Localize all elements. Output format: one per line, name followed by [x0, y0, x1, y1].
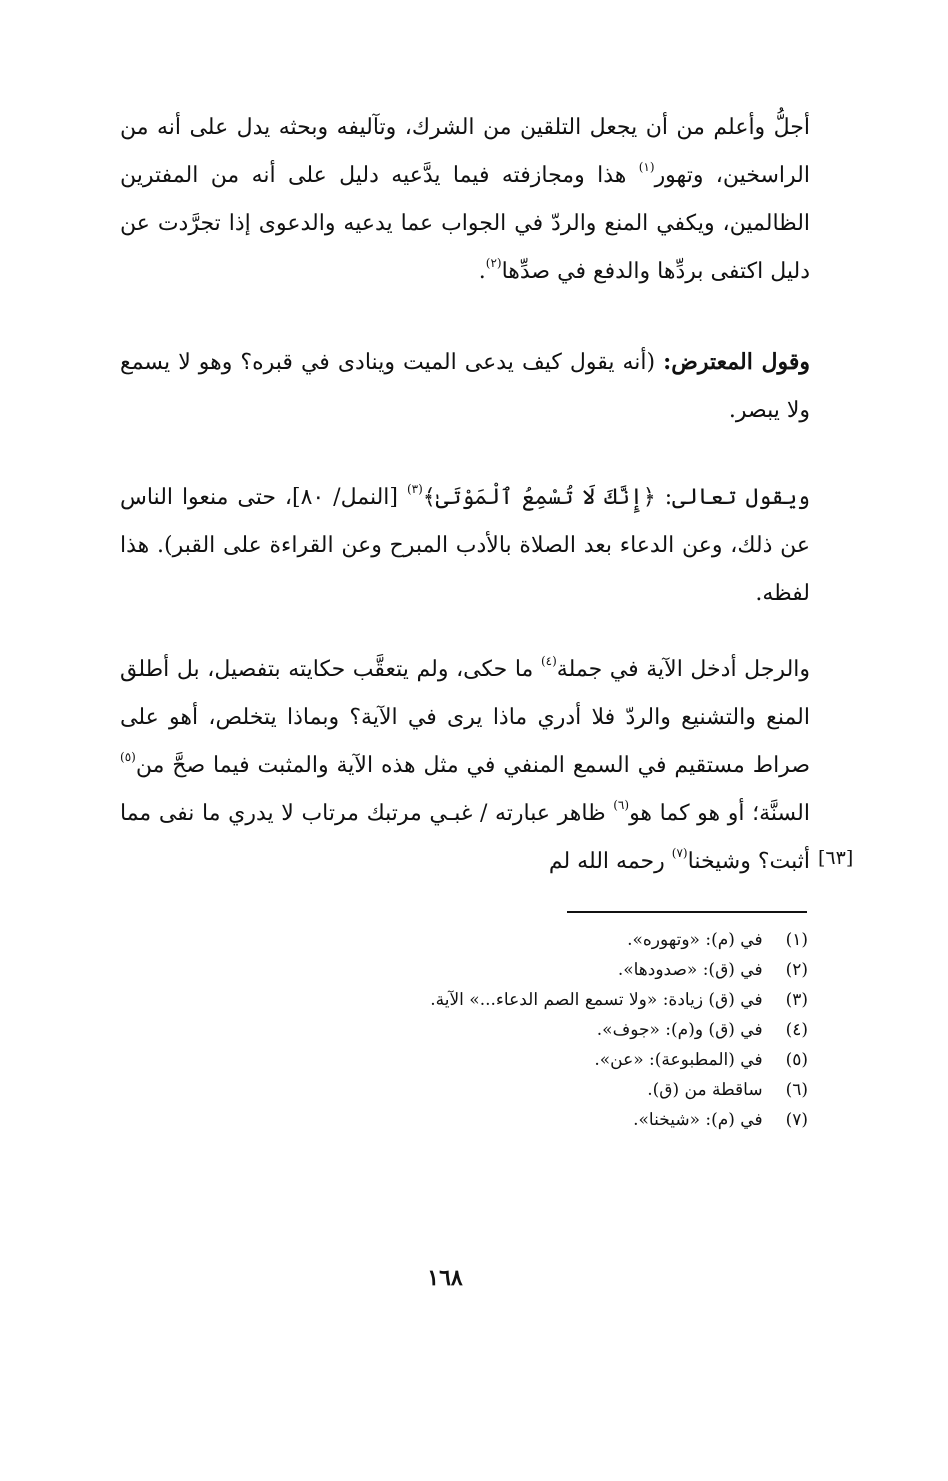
- paragraph-4-part-4: ظاهر عبارته / غبـي مرتبك مرتاب لا يدري ما نفى مما أثبت؟ وشيخنا: [120, 801, 810, 874]
- paragraph-4: [120, 646, 810, 886]
- paragraph-3: [120, 474, 810, 618]
- footnote: [320, 925, 808, 955]
- footnote-number: (٦): [785, 1080, 808, 1100]
- paragraph-1-line-1: أجلُّ وأعلم من أن يجعل التلقين من الشرك، وتآليفه وبحثه يدل على أنه: [156, 115, 810, 140]
- footnote-ref-5: (٥): [120, 750, 136, 765]
- page-number: ١٦٨: [427, 1265, 463, 1291]
- footnote-text: في (م): «وتهوره».: [627, 930, 763, 950]
- footnote-number: (٧): [785, 1110, 808, 1130]
- footnote: [320, 1045, 808, 1075]
- paragraph-2: [120, 338, 810, 435]
- footnotes: [320, 925, 808, 1135]
- footnote-text: في (ق): «صدودها».: [617, 960, 763, 980]
- paragraph-4-part-2: ما حكى، ولم يتعقَّب حكايته بتفصيل، بل أطلق المنع والتشنيع والردّ فلا أدري ماذا يرى في الآية؟ وبماذا يتخلص، أهو على صراط مستقيم في السمع المنفي في مثل هذه الآية والمثبت فيما صحَّ من: [120, 657, 810, 778]
- paragraph-3-part-2: [النمل/ ٨٠]، حتى منعوا الناس عن ذلك، وعن الدعاء بعد الصلاة بالأدب المبرح وعن القراءة على القبر). هذا لفظه.: [120, 485, 810, 606]
- footnote-text: في (ق) زيادة: «ولا تسمع الصم الدعاء...» الآية.: [430, 990, 763, 1010]
- footnote-text: في (المطبوعة): «عن».: [594, 1050, 763, 1070]
- paragraph-1-line-2b: هذا ومجازفته فيما يدَّعيه دليل على أنه من: [210, 163, 639, 188]
- footnote-ref-7: (٧): [671, 846, 688, 861]
- paragraph-4-part-5: رحمه الله لم: [548, 849, 672, 874]
- footnote: [320, 985, 808, 1015]
- paragraph-2-lead: وقول المعترض:: [663, 349, 810, 375]
- footnote-number: (٣): [785, 990, 808, 1010]
- footnote: [320, 1015, 808, 1045]
- footnote-divider: [567, 911, 807, 913]
- paragraph-3-part-1: ويقول تعالى: ﴿إِنَّكَ لَا تُسْمِعُ ٱلْمَوْتَىٰ﴾: [422, 485, 810, 510]
- footnote-number: (٢): [785, 960, 808, 980]
- manuscript-page-marker: [٦٣]: [818, 847, 854, 869]
- footnote: [320, 955, 808, 985]
- footnote-ref-4: (٤): [540, 654, 557, 669]
- footnote-ref-2: (٢): [485, 256, 502, 271]
- footnote-ref-3: (٣): [406, 482, 423, 497]
- paragraph-2-text: (أنه يقول كيف يدعى الميت وينادى في قبره؟ وهو لا يسمع ولا يبصر.: [120, 350, 810, 423]
- footnote: [320, 1105, 808, 1135]
- footnote-text: في (ق) و(م): «جوف».: [596, 1020, 763, 1040]
- footnote-number: (٤): [785, 1020, 808, 1040]
- footnote-number: (١): [785, 930, 808, 950]
- footnote: [320, 1075, 808, 1105]
- paragraph-1-end: .: [478, 259, 486, 284]
- paragraph-1-line-3: المفترين الظالمين، ويكفي المنع والردّ في الجواب عما يدعيه والدعوى: [120, 163, 811, 236]
- paragraph-4-part-1: والرجل أدخل الآية في جملة: [556, 657, 811, 682]
- paragraph-4-part-3: السنَّة؛ أو هو كما هو: [629, 801, 811, 826]
- footnote-ref-1: (١): [638, 160, 655, 175]
- footnote-text: في (م): «شيخنا».: [633, 1110, 763, 1130]
- footnote-text: ساقطة من (ق).: [647, 1080, 763, 1100]
- paragraph-1-line-2a: من الراسخين، وتهور: [120, 115, 810, 188]
- footnote-number: (٥): [785, 1050, 808, 1070]
- footnote-ref-6: (٦): [613, 798, 630, 813]
- paragraph-1: [120, 104, 810, 296]
- paragraph-1-line-4: إذا تجرَّدت عن دليل اكتفى بردِّها والدفع في صدِّها: [120, 211, 810, 284]
